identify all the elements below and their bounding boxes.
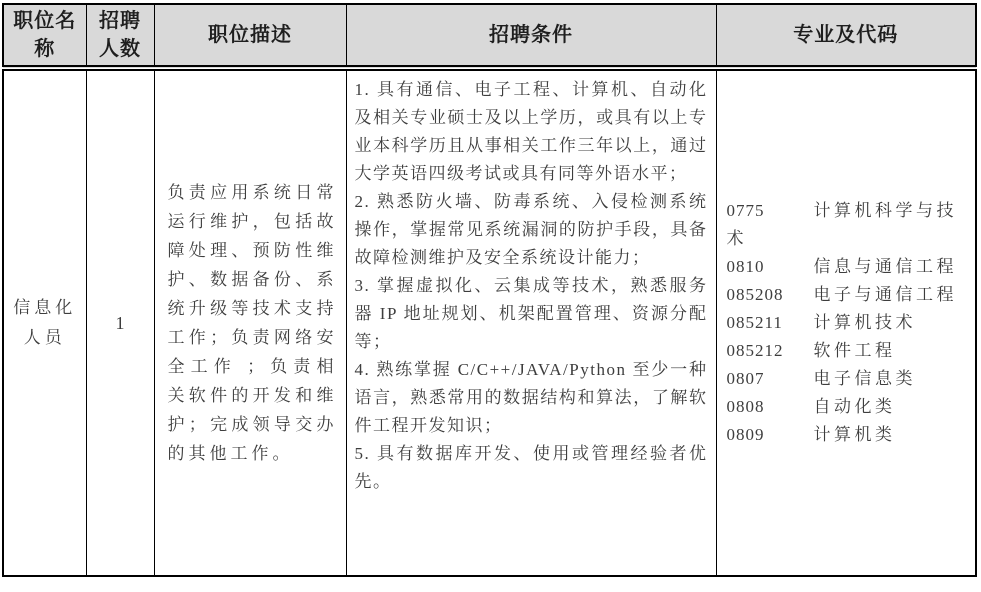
major-row <box>727 253 964 281</box>
major-row <box>727 281 964 309</box>
major-name: 软件工程 <box>813 341 896 360</box>
major-row <box>727 337 964 365</box>
major-code: 0775 <box>726 201 765 220</box>
major-code: 0807 <box>726 369 765 388</box>
headcount-cell: 1 <box>86 68 154 576</box>
major-name: 电子信息类 <box>813 369 916 388</box>
major-name: 自动化类 <box>813 397 896 416</box>
major-row <box>727 197 964 253</box>
major-name: 信息与通信工程 <box>813 257 957 276</box>
condition-item: 4. 熟练掌握 C/C++/JAVA/Python 至少一种语言，熟悉常用的数据结构和算法，了解软件工程开发知识； <box>354 360 708 435</box>
condition-item: 3. 掌握虚拟化、云集成等技术，熟悉服务器 IP 地址规划、机架配置管理、资源分配等； <box>354 276 708 351</box>
major-name: 计算机科学与技术 <box>726 201 957 248</box>
major-code: 085212 <box>726 341 784 360</box>
header-description: 职位描述 <box>154 4 346 68</box>
major-row <box>727 421 964 449</box>
table-row <box>3 68 976 576</box>
major-row <box>727 393 964 421</box>
condition-item: 2. 熟悉防火墙、防毒系统、入侵检测系统操作，掌握常见系统漏洞的防护手段，具备故障检测维护及安全系统设计能力； <box>354 192 708 267</box>
major-name: 计算机类 <box>813 425 896 444</box>
header-row <box>3 4 976 68</box>
header-majors: 专业及代码 <box>716 4 976 68</box>
major-code: 085208 <box>726 285 784 304</box>
conditions-cell <box>346 68 716 576</box>
description-cell: 负责应用系统日常运行维护，包括故障处理、预防性维护、数据备份、系统升级等技术支持工作；负责网络安全工作 ；负责相关软件的开发和维护；完成领导交办的其他工作。 <box>154 68 346 576</box>
position-name-cell: 信息化人员 <box>3 68 86 576</box>
header-headcount: 招聘人数 <box>86 4 154 68</box>
major-code: 0808 <box>726 397 765 416</box>
header-position-name: 职位名称 <box>3 4 86 68</box>
major-row <box>727 309 964 337</box>
major-row <box>727 365 964 393</box>
major-name: 计算机技术 <box>813 313 916 332</box>
major-code: 085211 <box>726 313 783 332</box>
header-conditions: 招聘条件 <box>346 4 716 68</box>
recruitment-table <box>2 3 977 577</box>
major-name: 电子与通信工程 <box>813 285 957 304</box>
major-code: 0810 <box>726 257 765 276</box>
majors-cell <box>716 68 976 576</box>
condition-item: 1. 具有通信、电子工程、计算机、自动化及相关专业硕士及以上学历，或具有以上专业本科学历且从事相关工作三年以上，通过大学英语四级考试或具有同等外语水平； <box>354 80 708 183</box>
condition-item: 5. 具有数据库开发、使用或管理经验者优先。 <box>354 444 708 491</box>
major-code: 0809 <box>726 425 765 444</box>
